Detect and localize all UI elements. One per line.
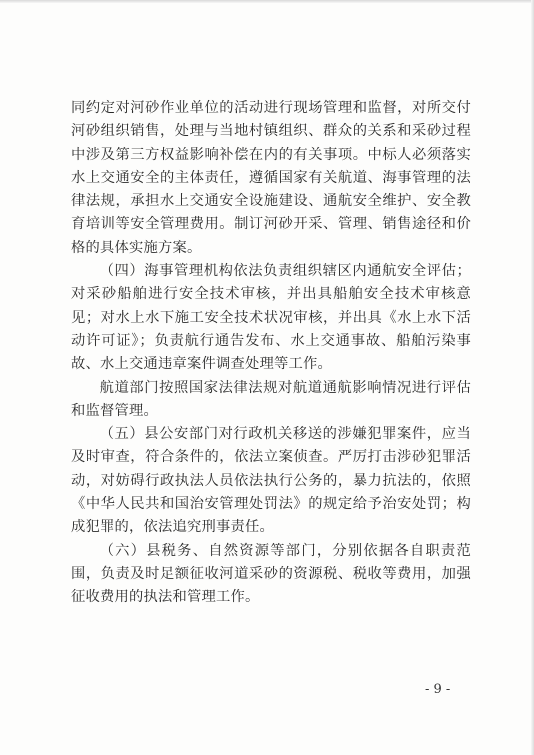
page-number: - 9 - bbox=[425, 682, 451, 697]
paragraph-maritime-agency: （四）海事管理机构依法负责组织辖区内通航安全评估；对采砂船舶进行安全技术审核，并出具船舶安全技术审核意见；对水上水下施工安全技术状况审核，并出具《水上水下活动许可证》；负责航行通告发布、水上交通事故、船舶污染事故、水上交通违章案件调查处理等工作。 bbox=[71, 263, 471, 373]
paragraph-waterway-department: 航道部门按照国家法律法规对航道通航影响情况进行评估和监督管理。 bbox=[71, 379, 471, 419]
paragraph-public-security: （五）县公安部门对行政机关移送的涉嫌犯罪案件，应当及时审查，符合条件的，依法立案侦查。严厉打击涉砂犯罪活动，对妨碍行政执法人员依法执行公务的，暴力抗法的，依照《中华人民共和国治安管理处罚法》的规定给予治安处罚；构成犯罪的，依法追究刑事责任。 bbox=[71, 426, 471, 536]
paragraph-management-duties: 同约定对河砂作业单位的活动进行现场管理和监督，对所交付河砂组织销售，处理与当地村镇组织、群众的关系和采砂过程中涉及第三方权益影响补偿在内的有关事项。中标人必须落实水上交通安全的主体责任，遵循国家有关航道、海事管理的法律法规，承担水上交通安全设施建设、通航安全维护、安全教育培训等安全管理费用。制订河砂开采、管理、销售途径和价格的具体实施方案。 bbox=[71, 100, 471, 256]
page-edge-top bbox=[0, 0, 534, 3]
document-body bbox=[71, 97, 471, 610]
paragraph-tax-resources: （六）县税务、自然资源等部门，分别依据各自职责范围，负责及时足额征收河道采砂的资源税、税收等费用，加强征收费用的执法和管理工作。 bbox=[71, 542, 471, 606]
